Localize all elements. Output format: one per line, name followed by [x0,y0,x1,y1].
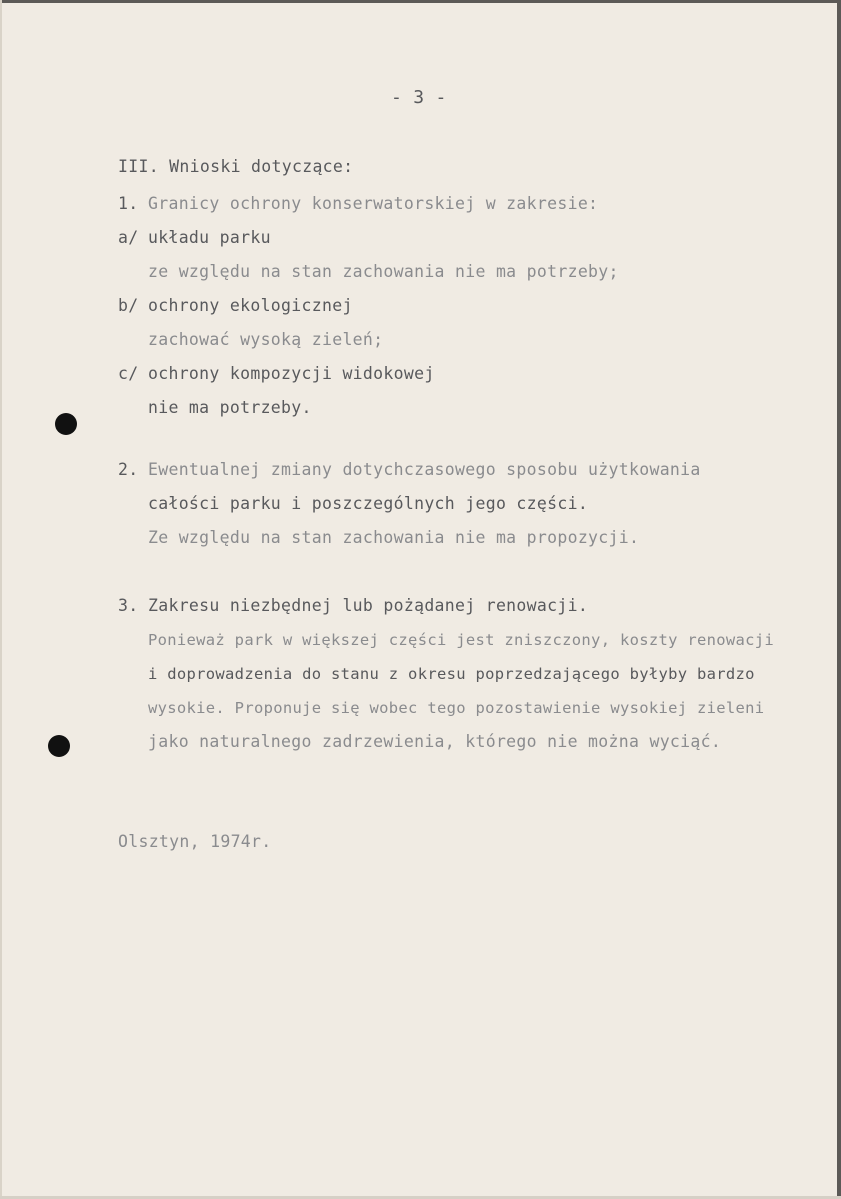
item-2-line-2: całości parku i poszczególnych jego części. [148,494,589,513]
item-3-line-1: Ponieważ park w większej części jest zniszczony, koszty renowacji [148,631,775,649]
item-1-number: 1. [118,194,139,213]
punch-hole-upper [55,413,77,435]
scan-edge-top [0,0,841,3]
item-1c-label: c/ [118,364,139,383]
item-1c-text: nie ma potrzeby. [148,398,312,417]
punch-hole-lower [48,735,70,757]
item-2-line-3: Ze względu na stan zachowania nie ma propozycji. [148,528,640,547]
scan-edge-left [0,0,2,1199]
item-1b-label: b/ [118,296,139,315]
page-number: - 3 - [391,87,447,108]
section-heading: III. Wnioski dotyczące: [118,157,354,176]
item-2-line-1: Ewentualnej zmiany dotychczasowego sposobu użytkowania [148,460,701,479]
item-3-line-2: i doprowadzenia do stanu z okresu poprzedzającego byłyby bardzo [148,665,755,683]
item-1a-label: a/ [118,228,139,247]
item-3-line-3: wysokie. Proponuje się wobec tego pozostawienie wysokiej zieleni [148,699,765,717]
item-1a-title: układu parku [148,228,271,247]
place-and-date: Olsztyn, 1974r. [118,832,272,851]
item-1-title: Granicy ochrony konserwatorskiej w zakresie: [148,194,599,213]
item-3-number: 3. [118,596,139,615]
item-3-line-4: jako naturalnego zadrzewienia, którego nie można wyciąć. [148,732,722,751]
item-1c-title: ochrony kompozycji widokowej [148,364,435,383]
item-1b-title: ochrony ekologicznej [148,296,353,315]
scan-edge-right [837,0,841,1199]
item-2-number: 2. [118,460,139,479]
item-1a-text: ze względu na stan zachowania nie ma potrzeby; [148,262,619,281]
item-1b-text: zachować wysoką zieleń; [148,330,384,349]
item-3-title: Zakresu niezbędnej lub pożądanej renowacji. [148,596,589,615]
